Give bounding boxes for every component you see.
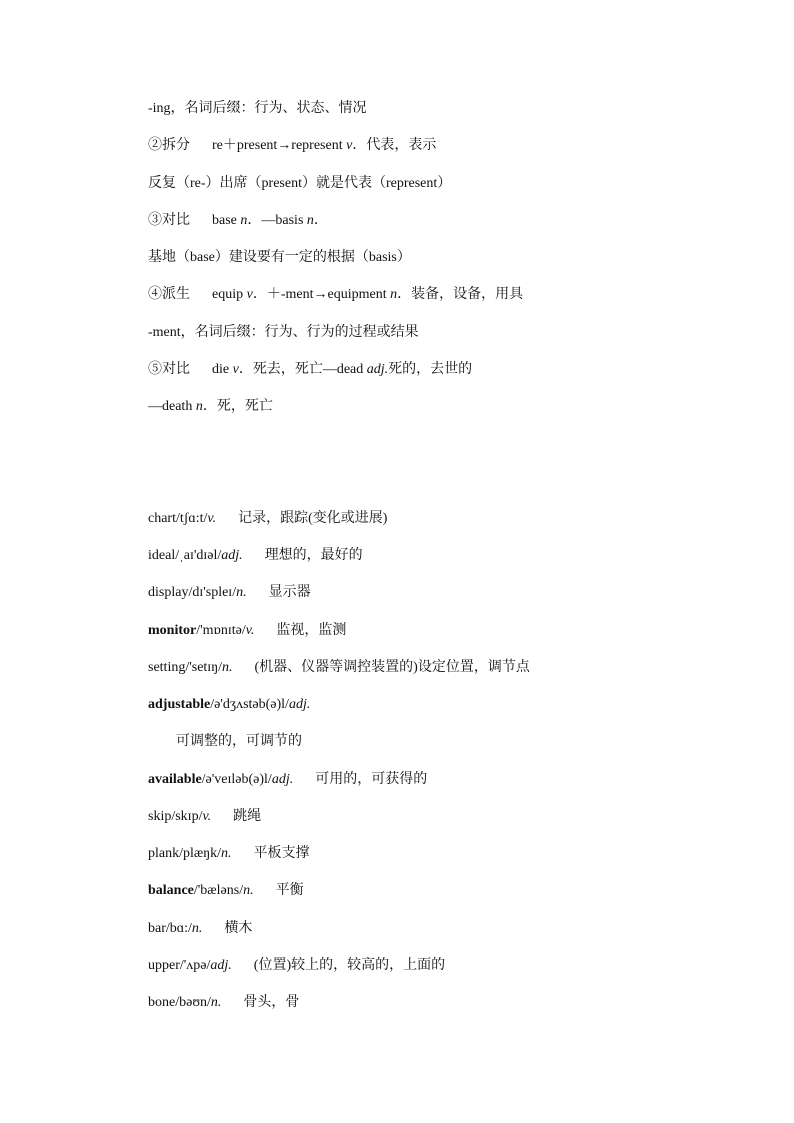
vocab-entry — [148, 696, 310, 714]
vocab-word: monitor — [148, 623, 197, 638]
note-body: ．—basis — [247, 213, 307, 228]
vocab-phonetic: /bəʊn/ — [175, 995, 211, 1010]
vocab-word: balance — [148, 883, 194, 898]
note-text: 基地（base）建设要有一定的根据（basis） — [148, 250, 411, 265]
vocab-phonetic: /skɪp/ — [171, 809, 203, 824]
vocab-phonetic: /'setɪŋ/ — [185, 660, 223, 675]
note-line — [148, 175, 451, 193]
vocab-meaning: (机器、仪器等调控装置的)设定位置，调节点 — [254, 660, 530, 675]
vocab-meaning: 可用的，可获得的 — [315, 772, 428, 787]
vocab-word: ideal — [148, 548, 176, 563]
vocab-pos: v. — [202, 809, 212, 824]
note-body: ．代表，表示 — [352, 138, 437, 153]
vocab-phonetic: /dɪ'spleɪ/ — [188, 585, 237, 600]
note-label: ③对比 — [148, 213, 190, 228]
vocab-word: bone — [148, 995, 176, 1010]
vocab-pos: adj. — [210, 958, 232, 973]
note-text: 反复（re-）出席（present）就是代表（represent） — [148, 176, 452, 191]
note-line — [148, 212, 328, 230]
vocab-pos: adj. — [221, 548, 243, 563]
vocab-pos: n. — [191, 921, 203, 936]
vocab-phonetic: /plæŋk/ — [179, 846, 222, 861]
vocab-pos: n. — [236, 585, 247, 600]
vocab-phonetic: /ə'veɪləb(ə)l/ — [201, 772, 272, 787]
vocab-entry — [148, 510, 387, 528]
vocab-meaning: 骨头，骨 — [243, 995, 300, 1010]
vocab-word: upper — [148, 958, 180, 973]
vocab-pos: adj. — [288, 697, 311, 712]
note-label: ②拆分 — [148, 138, 190, 153]
vocab-word: bar — [148, 921, 166, 936]
vocab-entry — [148, 771, 427, 789]
part-of-speech: adj. — [366, 362, 389, 377]
note-body: ．＋-ment→equipment — [252, 287, 391, 302]
vocab-meaning: 可调整的，可调节的 — [176, 734, 302, 749]
vocab-word: chart — [148, 511, 176, 526]
part-of-speech: v — [246, 287, 253, 302]
note-body: ．装备，设备，用具 — [397, 287, 524, 302]
vocab-entry — [148, 584, 311, 602]
note-body: re＋present→represent — [212, 138, 347, 153]
part-of-speech: n — [306, 213, 314, 228]
note-body: —death — [148, 399, 196, 414]
part-of-speech: v — [232, 362, 239, 377]
vocab-meaning: 监视，监测 — [276, 623, 347, 638]
note-line — [148, 324, 419, 342]
note-text: -ing，名词后缀：行为、状态、情况 — [148, 101, 367, 116]
vocab-word: display — [148, 585, 189, 600]
vocab-continuation — [176, 733, 302, 751]
note-body: ． — [313, 213, 328, 228]
note-line — [148, 100, 367, 118]
vocab-word: setting — [148, 660, 186, 675]
vocab-entry — [148, 845, 310, 863]
note-label: ④派生 — [148, 287, 190, 302]
note-body: ．死，死亡 — [202, 399, 273, 414]
note-line — [148, 137, 436, 155]
vocab-meaning: 显示器 — [268, 585, 311, 600]
note-body: ．死去，死亡—dead — [238, 362, 367, 377]
vocab-entry — [148, 659, 530, 677]
vocab-meaning: 平衡 — [275, 883, 304, 898]
note-text: -ment，名词后缀：行为、行为的过程或结果 — [148, 325, 419, 340]
vocab-pos: v. — [207, 511, 217, 526]
vocab-word: skip — [148, 809, 172, 824]
note-body: die — [212, 362, 233, 377]
vocab-entry — [148, 994, 299, 1012]
vocab-word: available — [148, 772, 202, 787]
note-line — [148, 398, 273, 416]
vocab-phonetic: /'ʌpə/ — [179, 958, 211, 973]
vocab-meaning: 横木 — [224, 921, 253, 936]
vocab-meaning: 平板支撑 — [253, 846, 310, 861]
part-of-speech: v — [346, 138, 353, 153]
vocab-pos: v. — [245, 623, 255, 638]
vocab-pos: adj. — [271, 772, 294, 787]
vocab-phonetic: /'mɒnɪtə/ — [196, 623, 246, 638]
vocab-entry — [148, 882, 304, 900]
vocab-meaning: 跳绳 — [233, 809, 262, 824]
vocab-meaning: (位置)较上的，较高的，上面的 — [253, 958, 446, 973]
note-body: 死的，去世的 — [388, 362, 473, 377]
vocab-phonetic: /ˌaɪ'dɪəl/ — [175, 548, 222, 563]
vocab-word: plank — [148, 846, 180, 861]
vocab-word: adjustable — [148, 697, 211, 712]
vocab-pos: n. — [210, 995, 222, 1010]
vocab-entry — [148, 920, 252, 938]
note-line — [148, 249, 411, 267]
vocab-entry — [148, 547, 363, 565]
note-body: equip — [212, 287, 247, 302]
vocab-entry — [148, 808, 261, 826]
vocab-entry — [148, 622, 346, 640]
note-label: ⑤对比 — [148, 362, 190, 377]
vocab-phonetic: /ə'dʒʌstəb(ə)l/ — [210, 697, 289, 712]
note-line — [148, 361, 472, 379]
note-line — [148, 286, 523, 304]
vocab-meaning: 理想的，最好的 — [264, 548, 363, 563]
vocab-pos: n. — [222, 660, 233, 675]
vocab-pos: n. — [243, 883, 254, 898]
vocab-entry — [148, 957, 445, 975]
vocab-pos: n. — [221, 846, 232, 861]
vocab-phonetic: /tʃɑ:t/ — [175, 511, 208, 526]
part-of-speech: n — [195, 399, 203, 414]
part-of-speech: n — [390, 287, 398, 302]
note-body: base — [212, 213, 241, 228]
vocab-phonetic: /bɑ:/ — [165, 921, 192, 936]
part-of-speech: n — [240, 213, 248, 228]
vocab-phonetic: /'bæləns/ — [193, 883, 244, 898]
vocab-meaning: 记录，跟踪(变化或进展) — [238, 511, 388, 526]
